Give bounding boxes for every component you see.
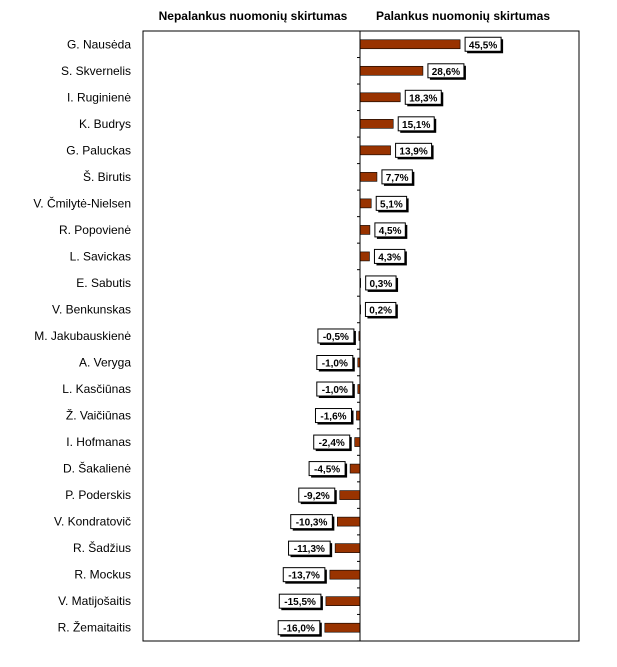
svg-text:-0,5%: -0,5% — [322, 331, 349, 343]
category-label: R. Šadžius — [72, 541, 131, 556]
category-label: A. Veryga — [78, 355, 131, 370]
bar — [355, 438, 360, 447]
category-label: D. Šakalienė — [62, 461, 131, 476]
data-label — [382, 170, 414, 186]
data-label — [405, 90, 443, 106]
data-label — [465, 37, 503, 53]
positive-header: Palankus nuomonių skirtumas — [375, 9, 551, 23]
category-label: V. Matijošaitis — [58, 594, 131, 609]
svg-text:15,1%: 15,1% — [402, 119, 431, 131]
svg-text:-9,2%: -9,2% — [303, 491, 330, 503]
data-label — [398, 117, 436, 133]
data-label — [315, 409, 353, 425]
category-label: V. Čmilytė-Nielsen — [33, 196, 131, 211]
data-label — [374, 249, 406, 265]
category-label: V. Benkunskas — [52, 302, 131, 317]
data-label — [365, 302, 397, 318]
data-label — [289, 541, 333, 557]
svg-text:0,3%: 0,3% — [369, 278, 393, 290]
svg-text:-13,7%: -13,7% — [288, 570, 320, 582]
bar — [360, 225, 370, 234]
svg-text:-4,5%: -4,5% — [314, 464, 341, 476]
bar — [356, 411, 360, 420]
data-label — [318, 329, 356, 345]
svg-text:5,1%: 5,1% — [380, 199, 403, 211]
data-label — [317, 382, 355, 398]
data-label — [375, 223, 407, 239]
category-label: E. Sabutis — [76, 275, 131, 290]
bar — [360, 93, 400, 102]
category-label: G. Paluckas — [66, 143, 131, 158]
svg-text:-1,0%: -1,0% — [321, 358, 348, 370]
category-label: I. Ruginienė — [66, 90, 131, 105]
svg-text:4,5%: 4,5% — [378, 225, 402, 237]
svg-text:28,6%: 28,6% — [431, 66, 461, 78]
category-label: P. Poderskis — [65, 488, 131, 503]
negative-header: Nepalankus nuomonių skirtumas — [158, 9, 348, 23]
bar — [350, 464, 360, 473]
category-label: R. Mockus — [74, 567, 131, 582]
category-label: L. Savickas — [69, 249, 131, 264]
svg-text:4,3%: 4,3% — [378, 252, 402, 264]
data-label — [376, 196, 408, 212]
bar — [360, 66, 423, 75]
svg-text:13,9%: 13,9% — [399, 146, 428, 158]
svg-text:0,2%: 0,2% — [369, 305, 393, 317]
bar — [360, 40, 460, 49]
category-label: V. Kondratovič — [54, 514, 131, 529]
svg-text:7,7%: 7,7% — [385, 172, 409, 184]
svg-text:-11,3%: -11,3% — [293, 544, 325, 556]
bar — [340, 491, 360, 500]
category-label: L. Kasčiūnas — [62, 382, 131, 397]
data-label — [314, 435, 352, 451]
category-label: G. Nausėda — [66, 37, 131, 52]
bar — [325, 623, 360, 632]
category-label: I. Hofmanas — [66, 435, 131, 450]
bar — [360, 172, 377, 181]
bar — [326, 597, 360, 606]
svg-text:45,5%: 45,5% — [468, 40, 498, 52]
category-label: Š. Birutis — [82, 169, 131, 184]
data-label — [428, 64, 466, 80]
bar — [335, 544, 360, 553]
bar — [360, 199, 371, 208]
category-label: M. Jakubauskienė — [34, 328, 131, 343]
svg-text:18,3%: 18,3% — [409, 93, 438, 105]
data-label — [309, 462, 347, 478]
data-label — [299, 488, 337, 504]
category-label: R. Popovienė — [58, 222, 131, 237]
data-label — [366, 276, 398, 292]
data-label — [278, 621, 322, 637]
bar — [360, 252, 369, 261]
data-label — [317, 356, 355, 372]
svg-text:-15,5%: -15,5% — [284, 597, 316, 609]
bar — [337, 517, 360, 526]
svg-text:-2,4%: -2,4% — [318, 438, 345, 450]
data-label — [396, 143, 434, 159]
data-label — [291, 515, 335, 531]
bar — [360, 146, 391, 155]
data-label — [283, 568, 327, 584]
svg-text:-16,0%: -16,0% — [283, 623, 315, 635]
svg-text:-1,6%: -1,6% — [320, 411, 347, 423]
category-label: R. Žemaitaitis — [57, 620, 131, 635]
bar — [330, 570, 360, 579]
svg-text:-1,0%: -1,0% — [321, 385, 348, 397]
category-label: Ž. Vaičiūnas — [65, 408, 131, 423]
category-label: K. Budrys — [78, 116, 131, 131]
data-label — [279, 594, 323, 610]
category-label: S. Skvernelis — [60, 63, 131, 78]
svg-text:-10,3%: -10,3% — [295, 517, 328, 529]
bar — [360, 119, 393, 128]
